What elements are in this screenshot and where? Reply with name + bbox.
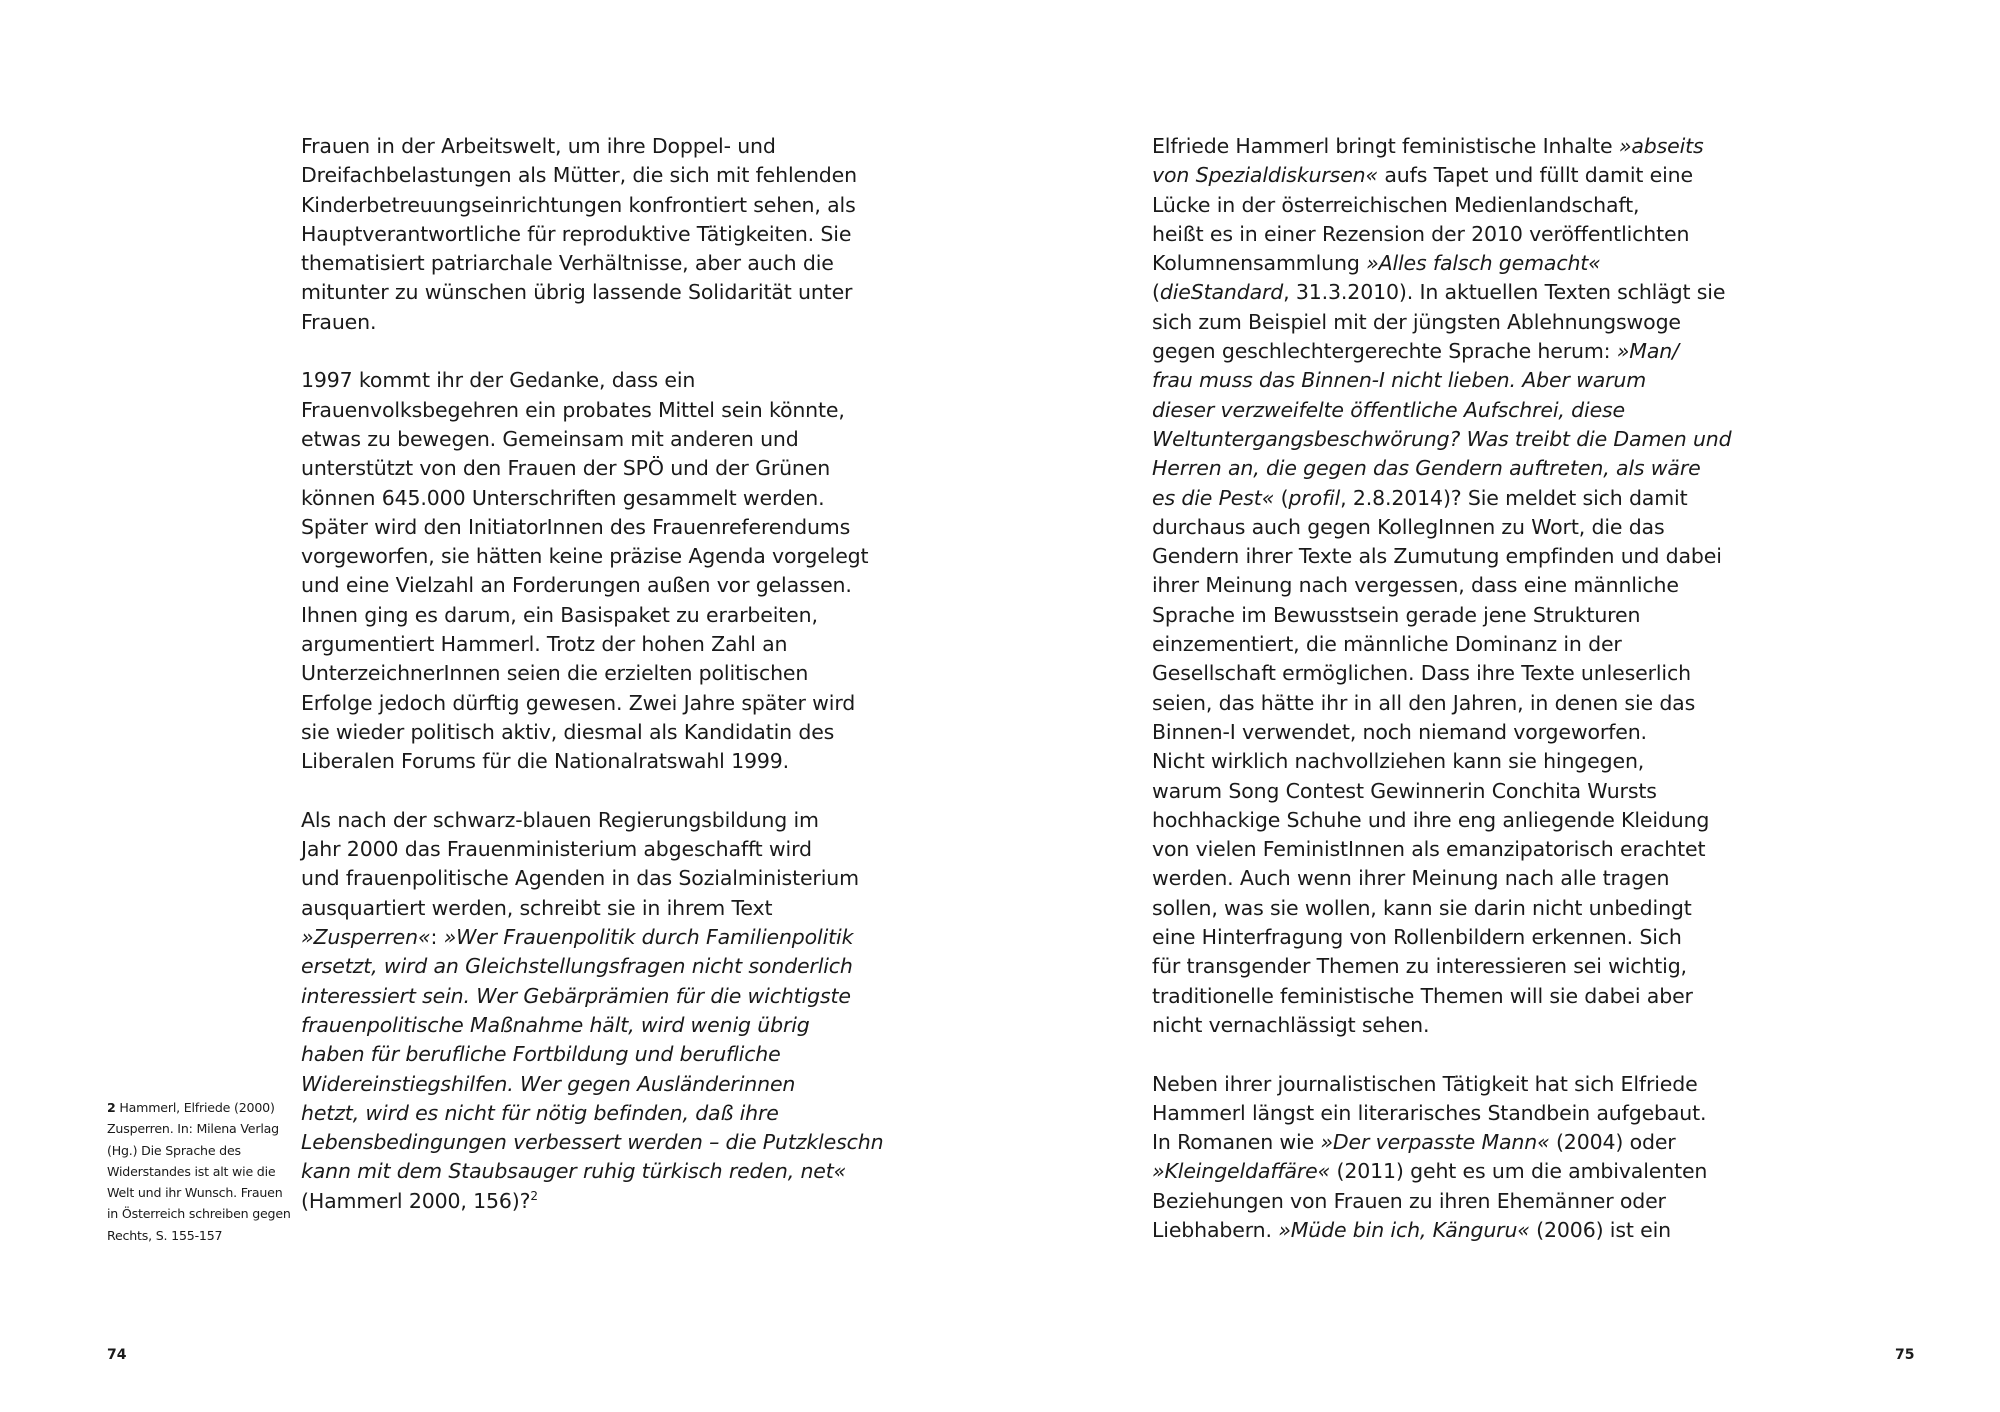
text-segment: warum Song Contest Gewinnerin Conchita Wursts [1152,778,1657,803]
footnote [107,1097,291,1246]
text-segment: nicht vernachlässigt sehen. [1152,1012,1430,1037]
text-line [1152,952,1732,981]
italic-text: profil [1288,485,1341,510]
text-line [1152,425,1732,454]
text-line [1152,894,1732,923]
text-line [301,425,881,454]
italic-text: »abseits [1618,134,1704,158]
text-line [301,894,881,923]
text-line [1152,161,1732,190]
text-segment: Nicht wirklich nachvollziehen kann sie hingegen, [1152,749,1645,774]
text-line [301,1187,881,1216]
page-number-right: 75 [1895,1347,1915,1363]
text-line [301,484,881,513]
italic-text: es die Pest« [1152,485,1275,510]
text-line [1152,337,1732,366]
text-line [1152,132,1732,161]
text-segment: werden. Auch wenn ihrer Meinung nach alle tragen [1152,866,1670,891]
text-segment: sie wieder politisch aktiv, diesmal als Kandidatin des [301,719,835,744]
italic-text: »Wer Frauenpolitik durch Familienpolitik [443,925,854,950]
text-segment: Sprache im Bewusstsein gerade jene Strukturen [1152,602,1641,627]
text-segment: Hammerl längst ein literarisches Standbein aufgebaut. [1152,1100,1707,1125]
text-segment: Später wird den InitiatorInnen des Frauenreferendums [301,514,851,539]
text-segment: Frauen in der Arbeitswelt, um ihre Doppel- und [301,134,776,158]
text-line [301,718,881,747]
text-segment: und frauenpolitische Agenden in das Sozialministerium [301,866,859,891]
text-line [301,982,881,1011]
text-segment: sollen, was sie wollen, kann sie darin nicht unbedingt [1152,895,1692,920]
italic-text: Lebensbedingungen verbessert werden – die Putzkleschn [301,1130,884,1155]
text-segment: durchaus auch gegen KollegInnen zu Wort, die das [1152,514,1665,539]
footnote-line: Rechts, S. 155-157 [107,1227,223,1243]
italic-text: Weltuntergangsbeschwörung? Was treibt die Damen und [1152,426,1732,451]
text-line [1152,1011,1732,1040]
text-segment: mitunter zu wünschen übrig lassende Solidarität unter [301,280,853,305]
text-segment: eine Hinterfragung von Rollenbildern erkennen. Sich [1152,925,1682,950]
footnote-line: in Österreich schreiben gegen [107,1206,291,1222]
text-line [301,249,881,278]
text-line [301,1040,881,1069]
footnote-line: Widerstandes ist alt wie die [107,1163,276,1179]
text-line [1152,571,1732,600]
text-segment: Gesellschaft ermöglichen. Dass ihre Texte unleserlich [1152,661,1691,686]
italic-text: haben für berufliche Fortbildung und berufliche [301,1042,781,1067]
text-line [301,601,881,630]
text-line [301,1128,884,1157]
text-line [1152,542,1732,571]
text-line [301,1070,881,1099]
text-segment: thematisiert patriarchale Verhältnisse, aber auch die [301,251,834,276]
text-segment: Elfriede Hammerl bringt feministische Inhalte [1152,134,1619,158]
text-segment: Lücke in der österreichischen Medienlandschaft, [1152,192,1640,217]
text-segment: ( [1152,280,1160,305]
text-segment: sich zum Beispiel mit der jüngsten Ablehnungswoge [1152,309,1681,334]
text-line [301,278,881,307]
right-page-body-text [1152,132,1732,1245]
text-line [301,923,881,952]
text-segment: 1997 kommt ihr der Gedanke, dass ein [301,368,696,393]
text-line [1152,630,1732,659]
text-line [1152,1216,1732,1245]
text-line [301,161,881,190]
text-line [1152,308,1732,337]
footnote-line: Welt und ihr Wunsch. Frauen [107,1185,283,1201]
italic-text: dieStandard [1159,280,1284,305]
text-segment: Frauen. [301,309,377,334]
text-line [1152,806,1732,835]
text-line [1152,249,1732,278]
italic-text: »Müde bin ich, Känguru« [1278,1217,1530,1242]
text-line [301,659,881,688]
text-segment: Als nach der schwarz-blauen Regierungsbildung im [301,807,819,832]
italic-text: frau muss das Binnen-I nicht lieben. Aber warum [1152,368,1647,393]
text-segment: Frauenvolksbegehren ein probates Mittel sein könnte, [301,397,845,422]
text-line [1152,777,1732,806]
text-line [1152,1187,1732,1216]
italic-text: interessiert sein. Wer Gebärprämien für die wichtigste [301,983,851,1008]
text-segment: von vielen FeministInnen als emanzipatorisch erachtet [1152,837,1706,862]
text-line [301,220,881,249]
text-line [301,542,881,571]
text-segment: Dreifachbelastungen als Mütter, die sich mit fehlenden [301,163,857,188]
text-segment: (2006) ist ein [1529,1217,1671,1242]
text-segment: seien, das hätte ihr in all den Jahren, in denen sie das [1152,690,1696,715]
text-line [1152,454,1732,483]
text-line [301,513,881,542]
italic-text: Widereinstiegshilfen. Wer gegen Ausländerinnen [301,1071,796,1096]
text-segment: , 31.3.2010). In aktuellen Texten schlägt sie [1283,280,1726,305]
text-line [1152,366,1732,395]
text-line [301,952,881,981]
footnote-first-line: 2 Hammerl, Elfriede (2000) [107,1100,275,1115]
italic-text: hetzt, wird es nicht für nötig befinden, daß ihre [301,1100,779,1125]
page-number-left: 74 [107,1347,127,1363]
paragraph-break [301,337,881,366]
text-segment: Binnen-I verwendet, noch niemand vorgeworfen. [1152,719,1647,744]
text-line [1152,601,1732,630]
footnote-line: (Hg.) Die Sprache des [107,1142,241,1158]
text-segment: Liebhabern. [1152,1217,1279,1242]
text-segment: aufs Tapet und füllt damit eine [1378,163,1693,188]
text-segment: Ihnen ging es darum, ein Basispaket zu erarbeiten, [301,602,818,627]
text-line [301,454,881,483]
italic-text: »Alles falsch gemacht« [1366,251,1601,276]
text-line [301,747,881,776]
text-line [1152,1070,1732,1099]
text-segment: argumentiert Hammerl. Trotz der hohen Zahl an [301,632,788,657]
text-line [1152,1099,1732,1128]
text-segment: und eine Vielzahl an Forderungen außen vor gelassen. [301,573,852,598]
text-line [1152,718,1732,747]
footnote-number: 2 [107,1100,116,1115]
text-line [301,1157,881,1186]
text-line [1152,747,1732,776]
text-segment: Beziehungen von Frauen zu ihren Ehemänner oder [1152,1188,1666,1213]
italic-text: frauenpolitische Maßnahme hält, wird wenig übrig [301,1012,810,1037]
italic-text: ersetzt, wird an Gleichstellungsfragen nicht sonderlich [301,954,853,979]
text-line [301,191,881,220]
text-segment: Kolumnensammlung [1152,251,1367,276]
text-line [301,571,881,600]
text-line [1152,982,1732,1011]
italic-text: »Man/ [1616,339,1679,364]
text-line [1152,220,1732,249]
text-line [301,835,881,864]
text-segment: gegen geschlechtergerechte Sprache herum: [1152,339,1617,364]
text-segment: ihrer Meinung nach vergessen, dass eine männliche [1152,573,1679,598]
text-segment: , 2.8.2014)? Sie meldet sich damit [1340,485,1688,510]
paragraph-break [1152,1040,1732,1069]
text-line [301,366,881,395]
text-segment: Hauptverantwortliche für reproduktive Tätigkeiten. Sie [301,221,852,246]
italic-text: von Spezialdiskursen« [1152,163,1379,188]
text-line [1152,513,1732,542]
text-segment: einzementiert, die männliche Dominanz in der [1152,632,1622,657]
text-line [1152,1157,1732,1186]
text-segment: : [430,925,444,950]
text-line [1152,278,1732,307]
text-segment: vorgeworfen, sie hätten keine präzise Agenda vorgelegt [301,544,869,569]
text-segment: Liberalen Forums für die Nationalratswahl 1999. [301,749,790,774]
text-segment: Kinderbetreuungseinrichtungen konfrontiert sehen, als [301,192,856,217]
text-segment: (2004) oder [1549,1130,1676,1155]
text-line [301,630,881,659]
text-segment: heißt es in einer Rezension der 2010 veröffentlichten [1152,221,1690,246]
text-line [1152,396,1732,425]
footnote-reference: 2 [530,1188,538,1203]
italic-text: »Zusperren« [301,925,431,950]
text-segment: hochhackige Schuhe und ihre eng anliegende Kleidung [1152,807,1710,832]
italic-text: Herren an, die gegen das Gendern auftreten, als wäre [1152,456,1701,481]
text-segment: ( [1274,485,1289,510]
text-segment: (2011) geht es um die ambivalenten [1330,1159,1708,1184]
text-line [1152,484,1732,513]
text-line [301,689,881,718]
text-segment: etwas zu bewegen. Gemeinsam mit anderen und [301,426,799,451]
text-line [1152,1128,1732,1157]
paragraph-break [301,777,881,806]
text-segment: Jahr 2000 das Frauenministerium abgeschafft wird [301,837,812,862]
text-line [1152,689,1732,718]
text-line [1152,659,1732,688]
text-line [301,1099,881,1128]
italic-text: »Der verpasste Mann« [1320,1130,1550,1155]
text-line [301,396,881,425]
text-segment: können 645.000 Unterschriften gesammelt werden. [301,485,825,510]
text-line [301,806,881,835]
text-segment: unterstützt von den Frauen der SPÖ und der Grünen [301,456,831,481]
text-line [1152,191,1732,220]
italic-text: kann mit dem Staubsauger ruhig türkisch reden, net« [301,1159,847,1184]
text-segment: Neben ihrer journalistischen Tätigkeit hat sich Elfriede [1152,1071,1698,1096]
text-segment: für transgender Themen zu interessieren sei wichtig, [1152,954,1687,979]
text-line [301,132,881,161]
left-page-body-text [301,132,884,1216]
text-line [1152,835,1732,864]
text-segment: In Romanen wie [1152,1130,1321,1155]
footnote-line: Zusperren. In: Milena Verlag [107,1121,279,1137]
text-line [1152,923,1732,952]
text-line [1152,864,1732,893]
italic-text: dieser verzweifelte öffentliche Aufschrei, diese [1152,397,1626,422]
text-line [301,864,881,893]
text-segment: (Hammerl 2000, 156)? [301,1188,531,1213]
text-line [301,308,881,337]
text-line [301,1011,881,1040]
italic-text: »Kleingeldaffäre« [1152,1159,1331,1184]
text-segment: Gendern ihrer Texte als Zumutung empfinden und dabei [1152,544,1722,569]
text-segment: Erfolge jedoch dürftig gewesen. Zwei Jahre später wird [301,690,856,715]
text-segment: UnterzeichnerInnen seien die erzielten politischen [301,661,809,686]
text-segment: traditionelle feministische Themen will sie dabei aber [1152,983,1693,1008]
text-segment: ausquartiert werden, schreibt sie in ihrem Text [301,895,773,920]
